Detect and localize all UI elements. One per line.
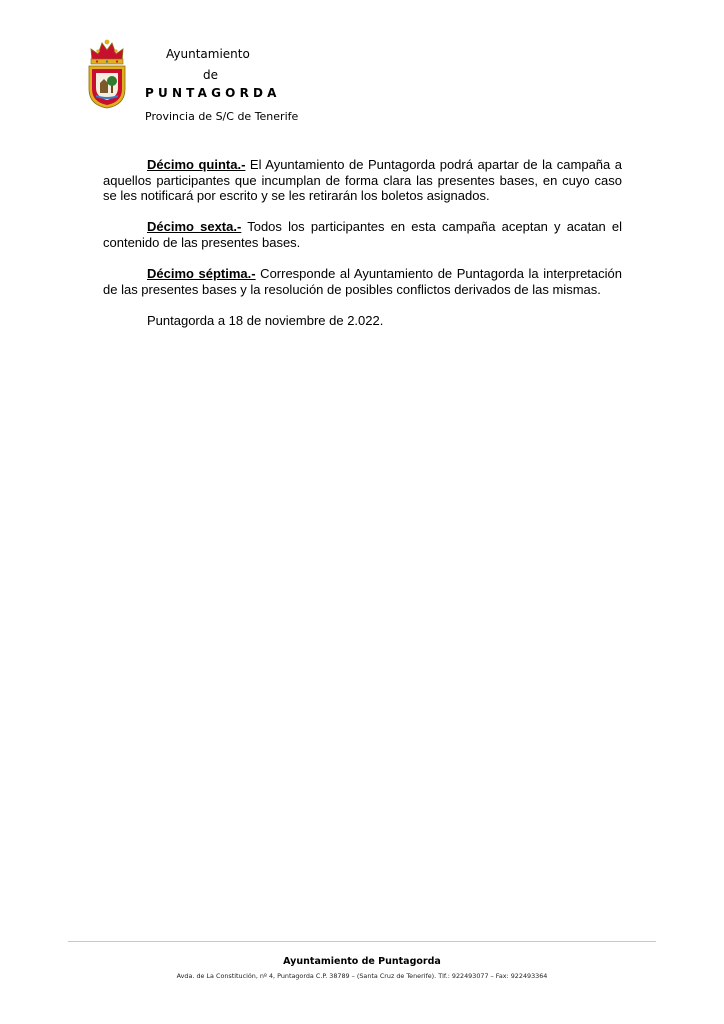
closing-date: Puntagorda a 18 de noviembre de 2.022.	[147, 312, 384, 328]
letterhead-de: de	[203, 68, 218, 82]
footer-divider	[68, 941, 656, 942]
footer-address: Avda. de La Constitución, nº 4, Puntagorda C.P. 38789 – (Santa Cruz de Tenerife). Tlf.: 922493077 – Fax: 922493364	[176, 972, 548, 980]
clause-text: Corresponde al Ayuntamiento de Puntagorda la interpretación de las presentes bases y la resolución de posibles conflictos derivados de las mismas.	[103, 266, 622, 297]
clause-decimo-septima	[103, 266, 622, 297]
letterhead-municipality: PUNTAGORDA	[145, 86, 281, 100]
clause-decimo-sexta	[103, 219, 622, 250]
clause-decimo-quinta	[103, 157, 622, 204]
letterhead-province: Provincia de S/C de Tenerife	[145, 110, 299, 123]
clause-text: El Ayuntamiento de Puntagorda podrá apartar de la campaña a aquellos participantes que incumplan de forma clara las presentes bases, en cuyo caso se les notificará por escrito y se les retirarán los boletos asignados.	[103, 157, 622, 204]
municipal-crest-icon	[86, 37, 128, 109]
clause-text: Todos los participantes en esta campaña aceptan y acatan el contenido de las presentes bases.	[103, 219, 623, 250]
clause-heading: Décimo sexta.-	[147, 219, 242, 235]
footer-title: Ayuntamiento de Puntagorda	[283, 956, 441, 967]
clause-heading: Décimo séptima.-	[147, 266, 256, 282]
clause-heading: Décimo quinta.-	[147, 157, 246, 172]
document-body	[103, 157, 622, 344]
letterhead-ayuntamiento: Ayuntamiento	[166, 47, 250, 61]
